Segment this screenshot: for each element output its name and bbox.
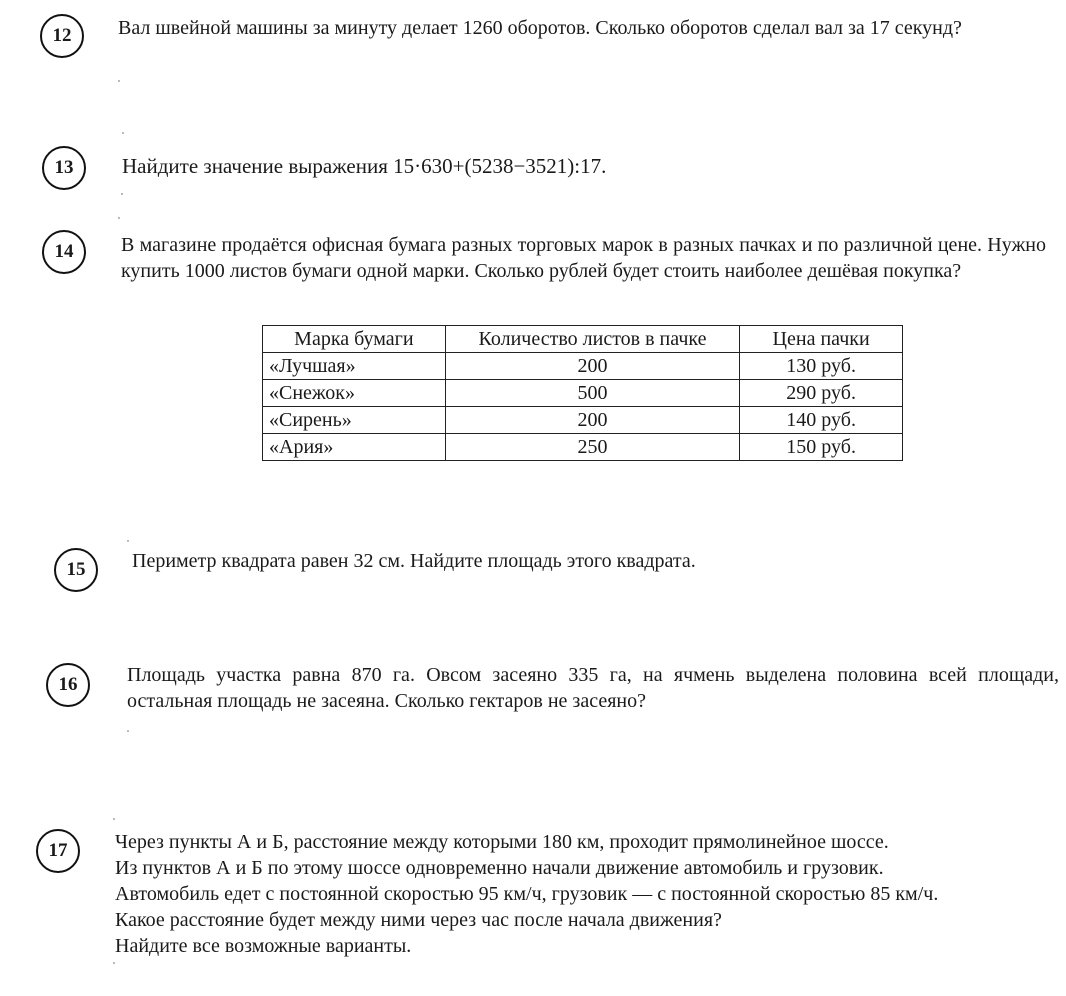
problem-number-badge: 14 — [42, 230, 86, 274]
column-header-price: Цена пачки — [740, 326, 903, 353]
problem-line: Какое расстояние будет между ними через час после начала движения? — [115, 909, 722, 931]
problem-number-badge: 16 — [46, 663, 90, 707]
table-row — [263, 407, 903, 434]
cell-price: 130 руб. — [740, 353, 903, 380]
problem-text: Периметр квадрата равен 32 см. Найдите площадь этого квадрата. — [132, 550, 696, 572]
scan-speck — [118, 217, 120, 219]
cell-brand: «Сирень» — [263, 407, 446, 434]
paper-price-table — [262, 325, 903, 461]
problem-number-badge: 12 — [40, 14, 84, 58]
problem-text: В магазине продаётся офисная бумага разных торговых марок в разных пачках и по различной цене. Нужно купить 1000 листов бумаги одной марки. Сколько рублей будет стоить наиболее дешёвая покупка? — [121, 234, 1046, 282]
table-header-row — [263, 326, 903, 353]
problem-number-badge: 17 — [36, 829, 80, 873]
problem-line: Через пункты А и Б, расстояние между которыми 180 км, проходит прямолинейное шоссе. — [115, 831, 889, 853]
cell-price: 150 руб. — [740, 434, 903, 461]
problem-text — [115, 829, 1035, 959]
cell-price: 140 руб. — [740, 407, 903, 434]
cell-brand: «Лучшая» — [263, 353, 446, 380]
cell-brand: «Ария» — [263, 434, 446, 461]
problem-number-badge: 15 — [54, 548, 98, 592]
column-header-quantity: Количество листов в пачке — [445, 326, 740, 353]
problem-line: Автомобиль едет с постоянной скоростью 95 км/ч, грузовик — с постоянной скоростью 85 км/ч. — [115, 883, 939, 905]
cell-quantity: 200 — [445, 353, 740, 380]
problem-line: Из пунктов А и Б по этому шоссе одновременно начали движение автомобиль и грузовик. — [115, 857, 884, 879]
cell-brand: «Снежок» — [263, 380, 446, 407]
table-row — [263, 434, 903, 461]
cell-quantity: 500 — [445, 380, 740, 407]
scan-speck — [113, 962, 115, 964]
problem-text: Найдите значение выражения 15·630+(5238−3521):17. — [122, 154, 607, 178]
table-row — [263, 380, 903, 407]
cell-price: 290 руб. — [740, 380, 903, 407]
scan-speck — [127, 730, 129, 732]
scan-speck — [127, 540, 129, 542]
problem-text: Площадь участка равна 870 га. Овсом засеяно 335 га, на ячмень выделена половина всей площади, остальная площадь не засеяна. Сколько гектаров не засеяно? — [127, 664, 1059, 712]
cell-quantity: 250 — [445, 434, 740, 461]
scan-speck — [113, 818, 115, 820]
column-header-brand: Марка бумаги — [263, 326, 446, 353]
cell-quantity: 200 — [445, 407, 740, 434]
problem-number-badge: 13 — [42, 146, 86, 190]
scan-speck — [121, 193, 123, 195]
problem-text: Вал швейной машины за минуту делает 1260 оборотов. Сколько оборотов сделал вал за 17 секунд? — [118, 17, 962, 39]
problem-line: Найдите все возможные варианты. — [115, 935, 412, 957]
table-row — [263, 353, 903, 380]
scan-speck — [118, 80, 120, 82]
scan-speck — [122, 132, 124, 134]
